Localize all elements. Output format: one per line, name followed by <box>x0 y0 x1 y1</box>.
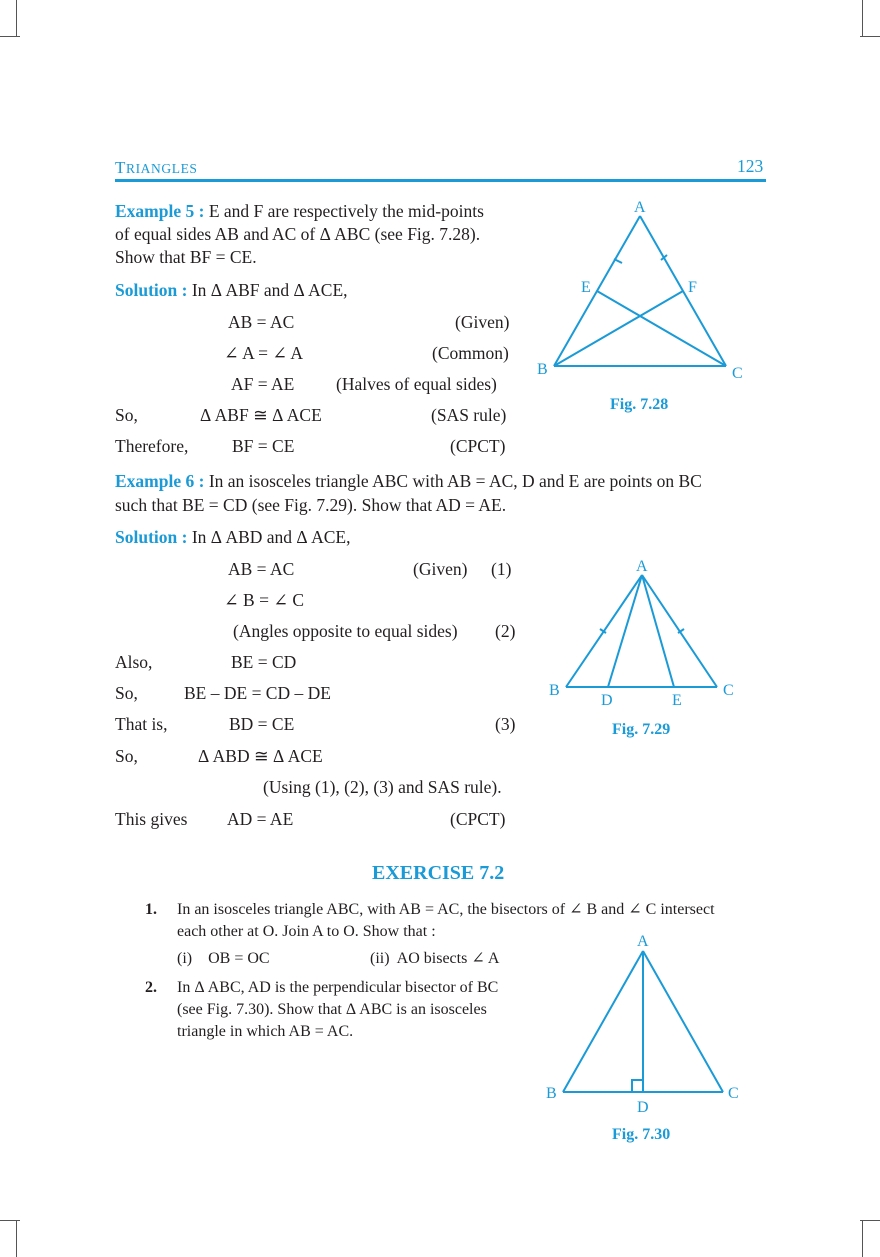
step-stmt: AD = AE <box>227 809 294 829</box>
header-rule <box>115 179 766 182</box>
vertex-label-c: C <box>723 682 734 699</box>
vertex-label-b: B <box>546 1085 557 1102</box>
example5-line3: Show that BF = CE. <box>115 247 257 267</box>
question-1-line2: each other at O. Join A to O. Show that : <box>177 923 436 940</box>
side-ab <box>566 575 642 687</box>
step-stmt: Δ ABD ≅ Δ ACE <box>198 746 323 766</box>
example5-solution <box>115 279 348 302</box>
solution-label: Solution : <box>115 280 188 300</box>
step-reason: (Halves of equal sides) <box>336 374 497 394</box>
vertex-label-a: A <box>634 199 646 216</box>
step-number: (3) <box>495 714 516 734</box>
step-stmt: Δ ABF ≅ Δ ACE <box>200 405 322 425</box>
step-lead: So, <box>115 746 138 766</box>
crop-mark <box>16 1221 17 1257</box>
question-1-part-i: (i) OB = OC <box>177 950 270 967</box>
vertex-label-b: B <box>537 361 548 378</box>
vertex-label-e: E <box>672 692 682 709</box>
running-head <box>115 158 198 178</box>
vertex-label-c: C <box>728 1085 739 1102</box>
step-stmt: AB = AC <box>228 312 295 332</box>
side-ac <box>640 216 726 366</box>
step-stmt: BE – DE = CD – DE <box>184 683 331 703</box>
crop-mark <box>0 36 20 37</box>
solution-text: In Δ ABD and Δ ACE, <box>187 527 351 547</box>
vertex-label-a: A <box>636 558 648 575</box>
tick-mark <box>661 255 667 260</box>
vertex-label-e: E <box>581 279 591 296</box>
segment-ce <box>597 291 726 366</box>
question-1-line1: In an isosceles triangle ABC, with AB = AC, the bisectors of ∠ B and ∠ C intersect <box>177 901 715 918</box>
crop-mark <box>862 1221 863 1257</box>
running-head-initial: T <box>115 158 126 177</box>
example6-label: Example 6 : <box>115 471 205 491</box>
right-angle-mark <box>632 1080 643 1092</box>
figure-caption: Fig. 7.30 <box>612 1126 671 1143</box>
example6-solution <box>115 526 350 549</box>
step-lead: So, <box>115 405 138 425</box>
side-ac <box>642 575 717 687</box>
crop-mark <box>860 1220 880 1221</box>
solution-text: In Δ ABF and Δ ACE, <box>187 280 348 300</box>
example5-text-1: E and F are respectively the mid-points <box>204 201 484 221</box>
step-number: (2) <box>495 621 516 641</box>
step-reason: (Common) <box>432 343 509 363</box>
step-stmt: AB = AC <box>228 559 295 579</box>
step-lead: This gives <box>115 809 188 829</box>
step-stmt: (Using (1), (2), (3) and SAS rule). <box>263 777 502 797</box>
side-ab <box>554 216 640 366</box>
vertex-label-d: D <box>601 692 613 709</box>
example6-text-1: In an isosceles triangle ABC with AB = AC, D and E are points on BC <box>204 471 702 491</box>
step-lead: Therefore, <box>115 436 189 456</box>
vertex-label-d: D <box>637 1099 649 1116</box>
step-number: (1) <box>491 559 512 579</box>
vertex-label-c: C <box>732 365 743 382</box>
step-reason: (Given) <box>455 312 510 332</box>
question-2-line3: triangle in which AB = AC. <box>177 1023 354 1040</box>
tick-mark <box>678 629 684 633</box>
solution-label: Solution : <box>115 527 188 547</box>
step-reason: (Given) <box>413 559 468 579</box>
example5-line2: of equal sides AB and AC of Δ ABC (see Fig. 7.28). <box>115 224 481 244</box>
side-ab <box>563 951 643 1092</box>
example5-line1 <box>115 200 484 223</box>
example6-line1 <box>115 470 702 493</box>
example5-label: Example 5 : <box>115 201 205 221</box>
step-stmt: BF = CE <box>232 436 295 456</box>
figure-caption: Fig. 7.29 <box>612 721 671 738</box>
step-lead: That is, <box>115 714 168 734</box>
step-stmt: (Angles opposite to equal sides) <box>233 621 458 641</box>
crop-mark <box>16 0 17 36</box>
segment-ad <box>608 575 642 687</box>
example6-line2: such that BE = CD (see Fig. 7.29). Show that AD = AE. <box>115 495 507 515</box>
segment-ae <box>642 575 674 687</box>
vertex-label-a: A <box>637 933 649 950</box>
step-reason: (CPCT) <box>450 436 506 456</box>
tick-mark <box>600 629 606 633</box>
segment-bf <box>554 291 683 366</box>
question-number: 2. <box>145 979 157 996</box>
exercise-title: EXERCISE 7.2 <box>372 862 505 884</box>
vertex-label-f: F <box>688 279 697 296</box>
running-head-rest: RIANGLES <box>125 161 198 176</box>
crop-mark <box>860 36 880 37</box>
step-stmt: ∠ B = ∠ C <box>224 590 305 610</box>
question-1-part-ii: (ii) AO bisects ∠ A <box>370 950 500 967</box>
vertex-label-b: B <box>549 682 560 699</box>
step-stmt: BE = CD <box>231 652 297 672</box>
step-lead: So, <box>115 683 138 703</box>
crop-mark <box>0 1220 20 1221</box>
step-stmt: ∠ A = ∠ A <box>224 343 304 363</box>
side-ac <box>643 951 723 1092</box>
question-2-line1: In Δ ABC, AD is the perpendicular bisector of BC <box>177 979 499 996</box>
step-lead: Also, <box>115 652 153 672</box>
step-reason: (CPCT) <box>450 809 506 829</box>
figure-caption: Fig. 7.28 <box>610 396 669 413</box>
crop-mark <box>862 0 863 36</box>
question-number: 1. <box>145 901 157 918</box>
step-stmt: AF = AE <box>231 374 295 394</box>
page-number: 123 <box>737 156 764 176</box>
question-2-line2: (see Fig. 7.30). Show that Δ ABC is an isosceles <box>177 1001 487 1018</box>
step-reason: (SAS rule) <box>431 405 507 425</box>
tick-mark <box>614 259 622 263</box>
step-stmt: BD = CE <box>229 714 295 734</box>
